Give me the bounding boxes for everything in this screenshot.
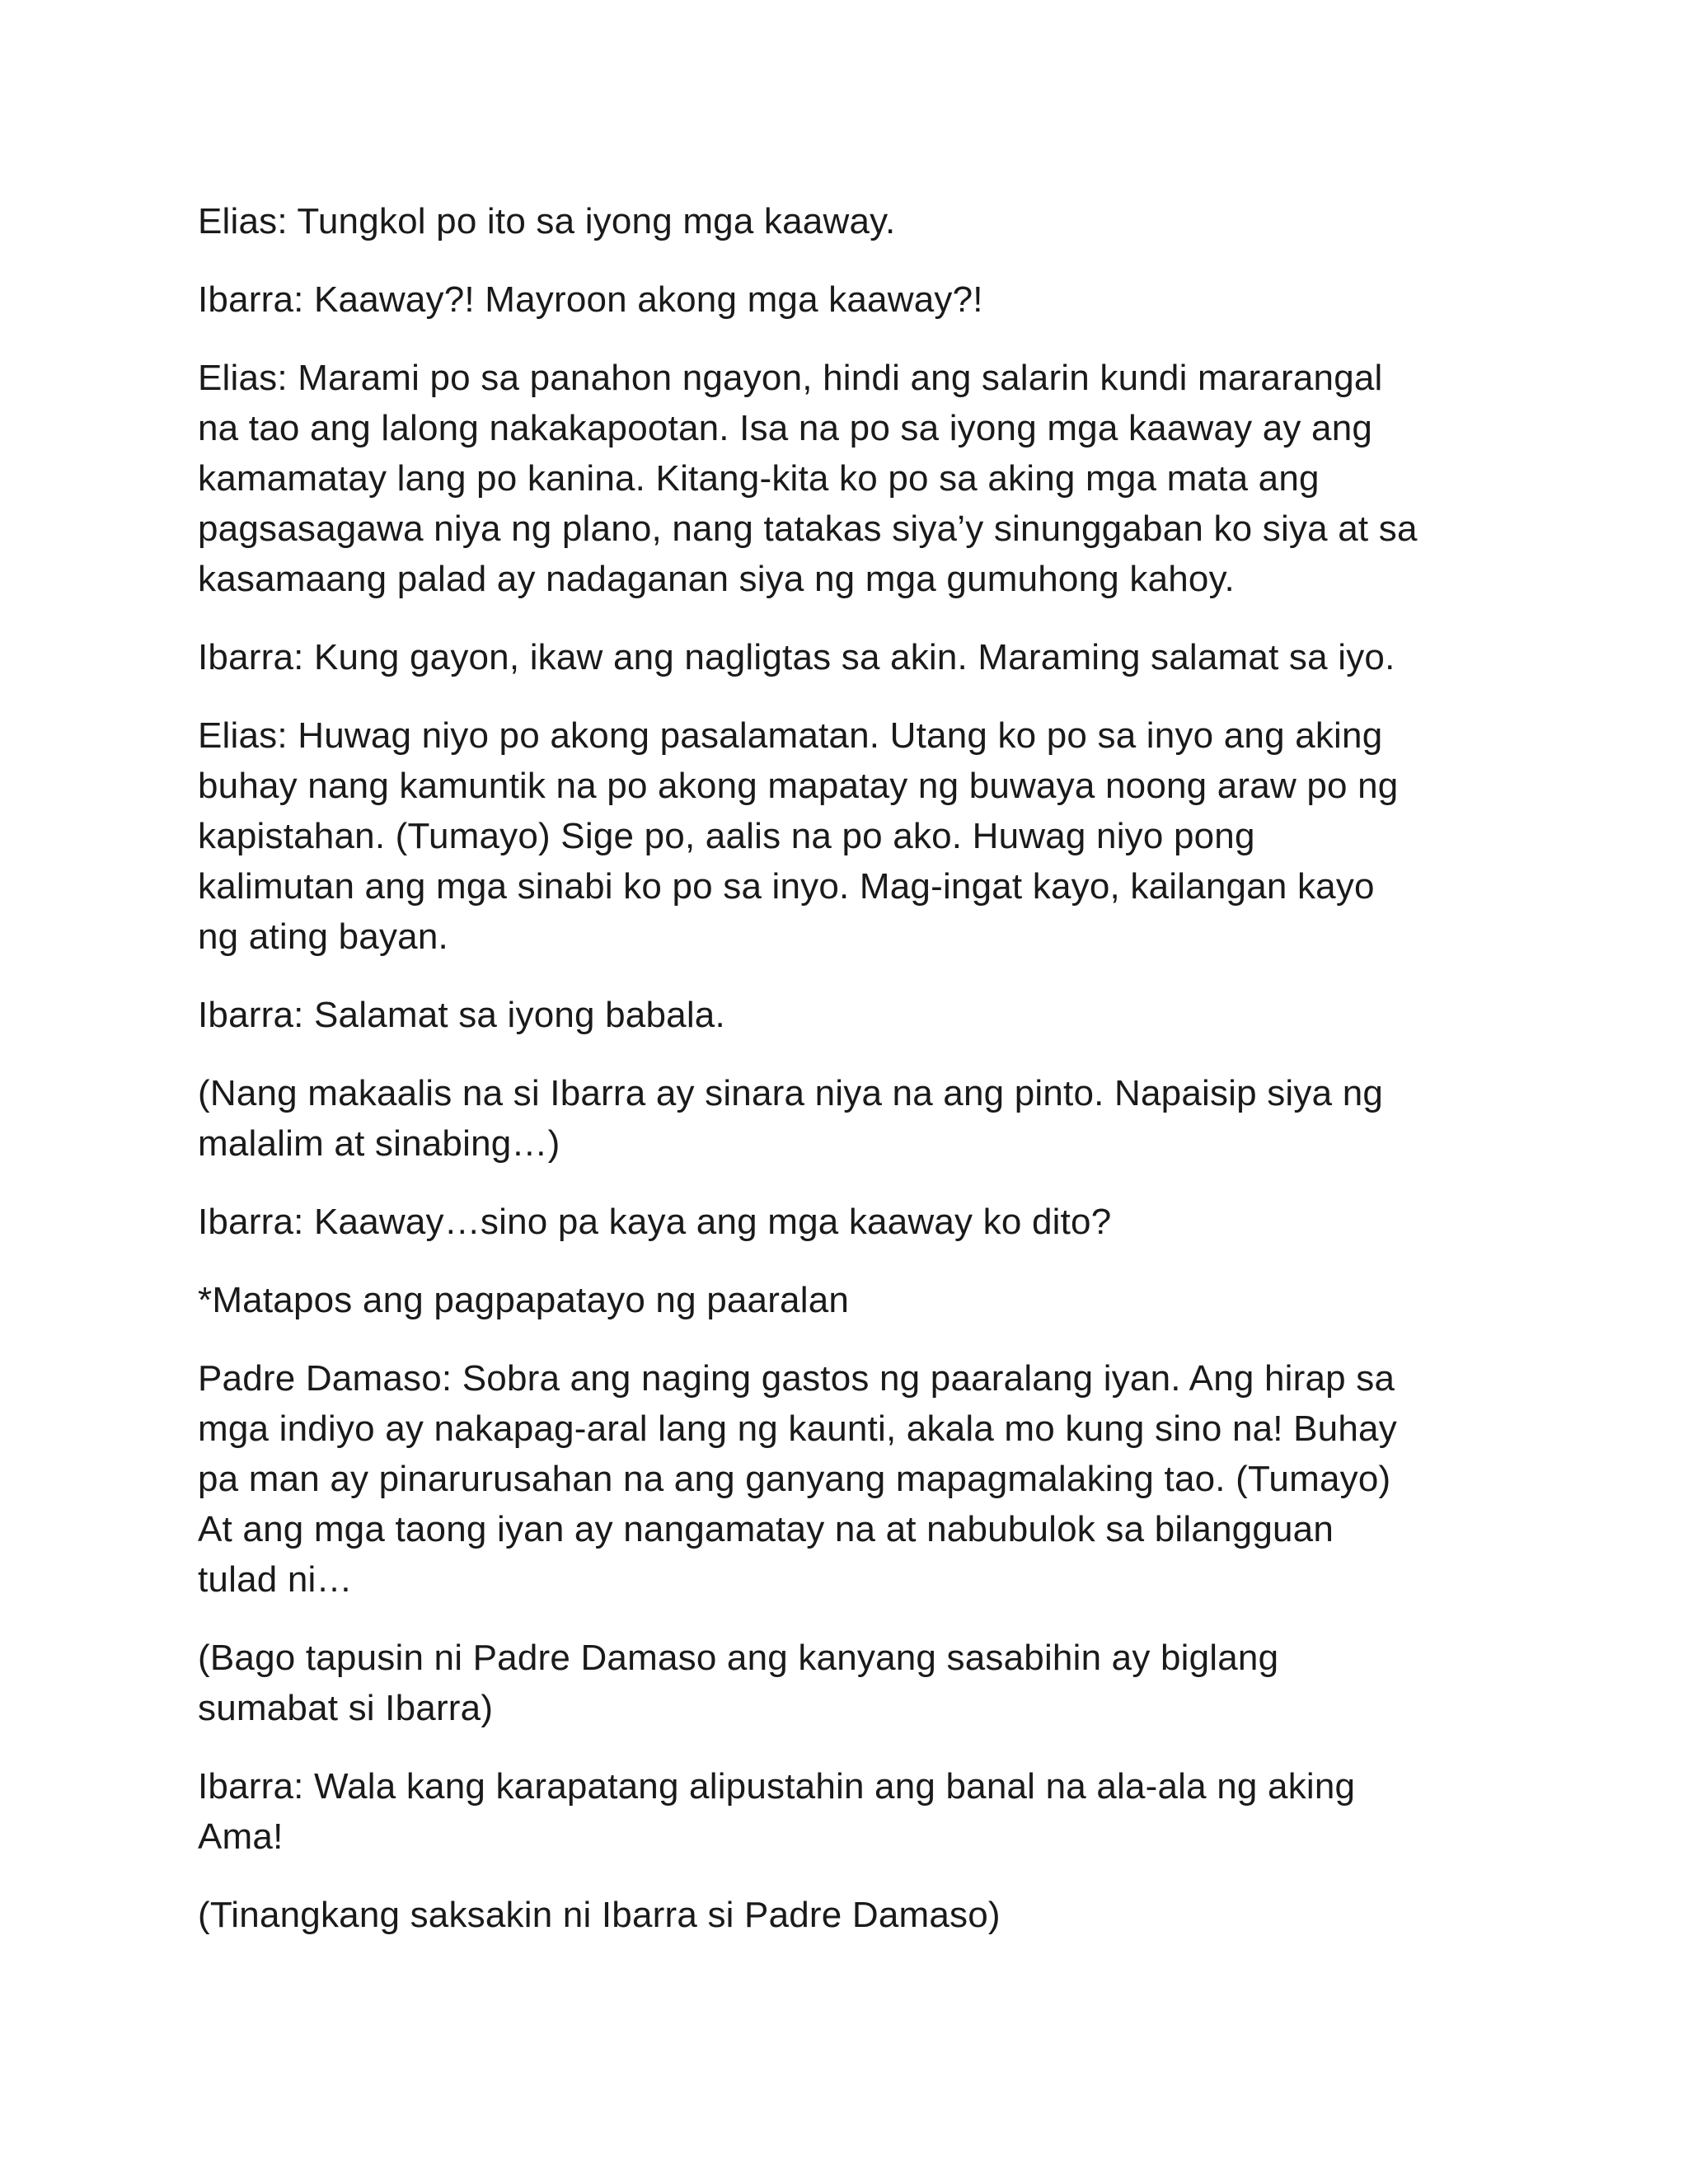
dialogue-line	[198, 1197, 1492, 1247]
stage-direction	[198, 1633, 1492, 1733]
dialogue-line	[198, 710, 1492, 962]
text-line: At ang mga taong iyan ay nangamatay na at nabubulok sa bilangguan	[198, 1509, 1334, 1549]
text-line: sumabat si Ibarra)	[198, 1688, 494, 1728]
text-line: na tao ang lalong nakakapootan. Isa na po sa iyong mga kaaway ay ang	[198, 408, 1373, 448]
text-line: (Bago tapusin ni Padre Damaso ang kanyang sasabihin ay biglang	[198, 1638, 1279, 1678]
text-line: pa man ay pinarurusahan na ang ganyang mapagmalaking tao. (Tumayo)	[198, 1459, 1391, 1499]
text-line: ng ating bayan.	[198, 916, 448, 957]
text-line: kasamaang palad ay nadaganan siya ng mga gumuhong kahoy.	[198, 559, 1235, 599]
text-line: *Matapos ang pagpapatayo ng paaralan	[198, 1280, 850, 1320]
text-line: Elias: Tungkol po ito sa iyong mga kaaway.	[198, 201, 896, 241]
stage-direction	[198, 1068, 1492, 1169]
text-line: Ama!	[198, 1816, 284, 1857]
dialogue-line	[198, 353, 1492, 604]
dialogue-line	[198, 274, 1492, 325]
text-line: kapistahan. (Tumayo) Sige po, aalis na po ako. Huwag niyo pong	[198, 816, 1255, 856]
document-body	[198, 196, 1492, 1968]
text-line: tulad ni…	[198, 1559, 353, 1600]
text-line: Ibarra: Wala kang karapatang alipustahin ang banal na ala-ala ng aking	[198, 1766, 1356, 1807]
text-line: Ibarra: Kaaway…sino pa kaya ang mga kaaway ko dito?	[198, 1202, 1112, 1242]
text-line: kamamatay lang po kanina. Kitang-kita ko po sa aking mga mata ang	[198, 458, 1320, 499]
dialogue-line	[198, 1761, 1492, 1862]
text-line: pagsasagawa niya ng plano, nang tatakas siya’y sinunggaban ko siya at sa	[198, 509, 1418, 549]
dialogue-line	[198, 632, 1492, 682]
text-line: Ibarra: Kaaway?! Mayroon akong mga kaaway?!	[198, 279, 983, 320]
text-line: (Tinangkang saksakin ni Ibarra si Padre Damaso)	[198, 1895, 1001, 1935]
text-line: malalim at sinabing…)	[198, 1123, 560, 1164]
stage-direction	[198, 1890, 1492, 1940]
text-line: buhay nang kamuntik na po akong mapatay ng buwaya noong araw po ng	[198, 766, 1399, 806]
text-line: Elias: Huwag niyo po akong pasalamatan. Utang ko po sa inyo ang aking	[198, 715, 1383, 756]
text-line: (Nang makaalis na si Ibarra ay sinara niya na ang pinto. Napaisip siya ng	[198, 1073, 1384, 1113]
text-line: Ibarra: Salamat sa iyong babala.	[198, 995, 725, 1035]
dialogue-line	[198, 1353, 1492, 1605]
text-line: Padre Damaso: Sobra ang naging gastos ng paaralang iyan. Ang hirap sa	[198, 1358, 1395, 1399]
dialogue-line	[198, 990, 1492, 1040]
text-line: kalimutan ang mga sinabi ko po sa inyo. Mag-ingat kayo, kailangan kayo	[198, 866, 1375, 907]
text-line: Ibarra: Kung gayon, ikaw ang nagligtas sa akin. Maraming salamat sa iyo.	[198, 637, 1395, 677]
text-line: mga indiyo ay nakapag-aral lang ng kaunti, akala mo kung sino na! Buhay	[198, 1408, 1397, 1449]
text-line: Elias: Marami po sa panahon ngayon, hindi ang salarin kundi mararangal	[198, 358, 1383, 398]
scene-note	[198, 1275, 1492, 1325]
dialogue-line	[198, 196, 1492, 246]
